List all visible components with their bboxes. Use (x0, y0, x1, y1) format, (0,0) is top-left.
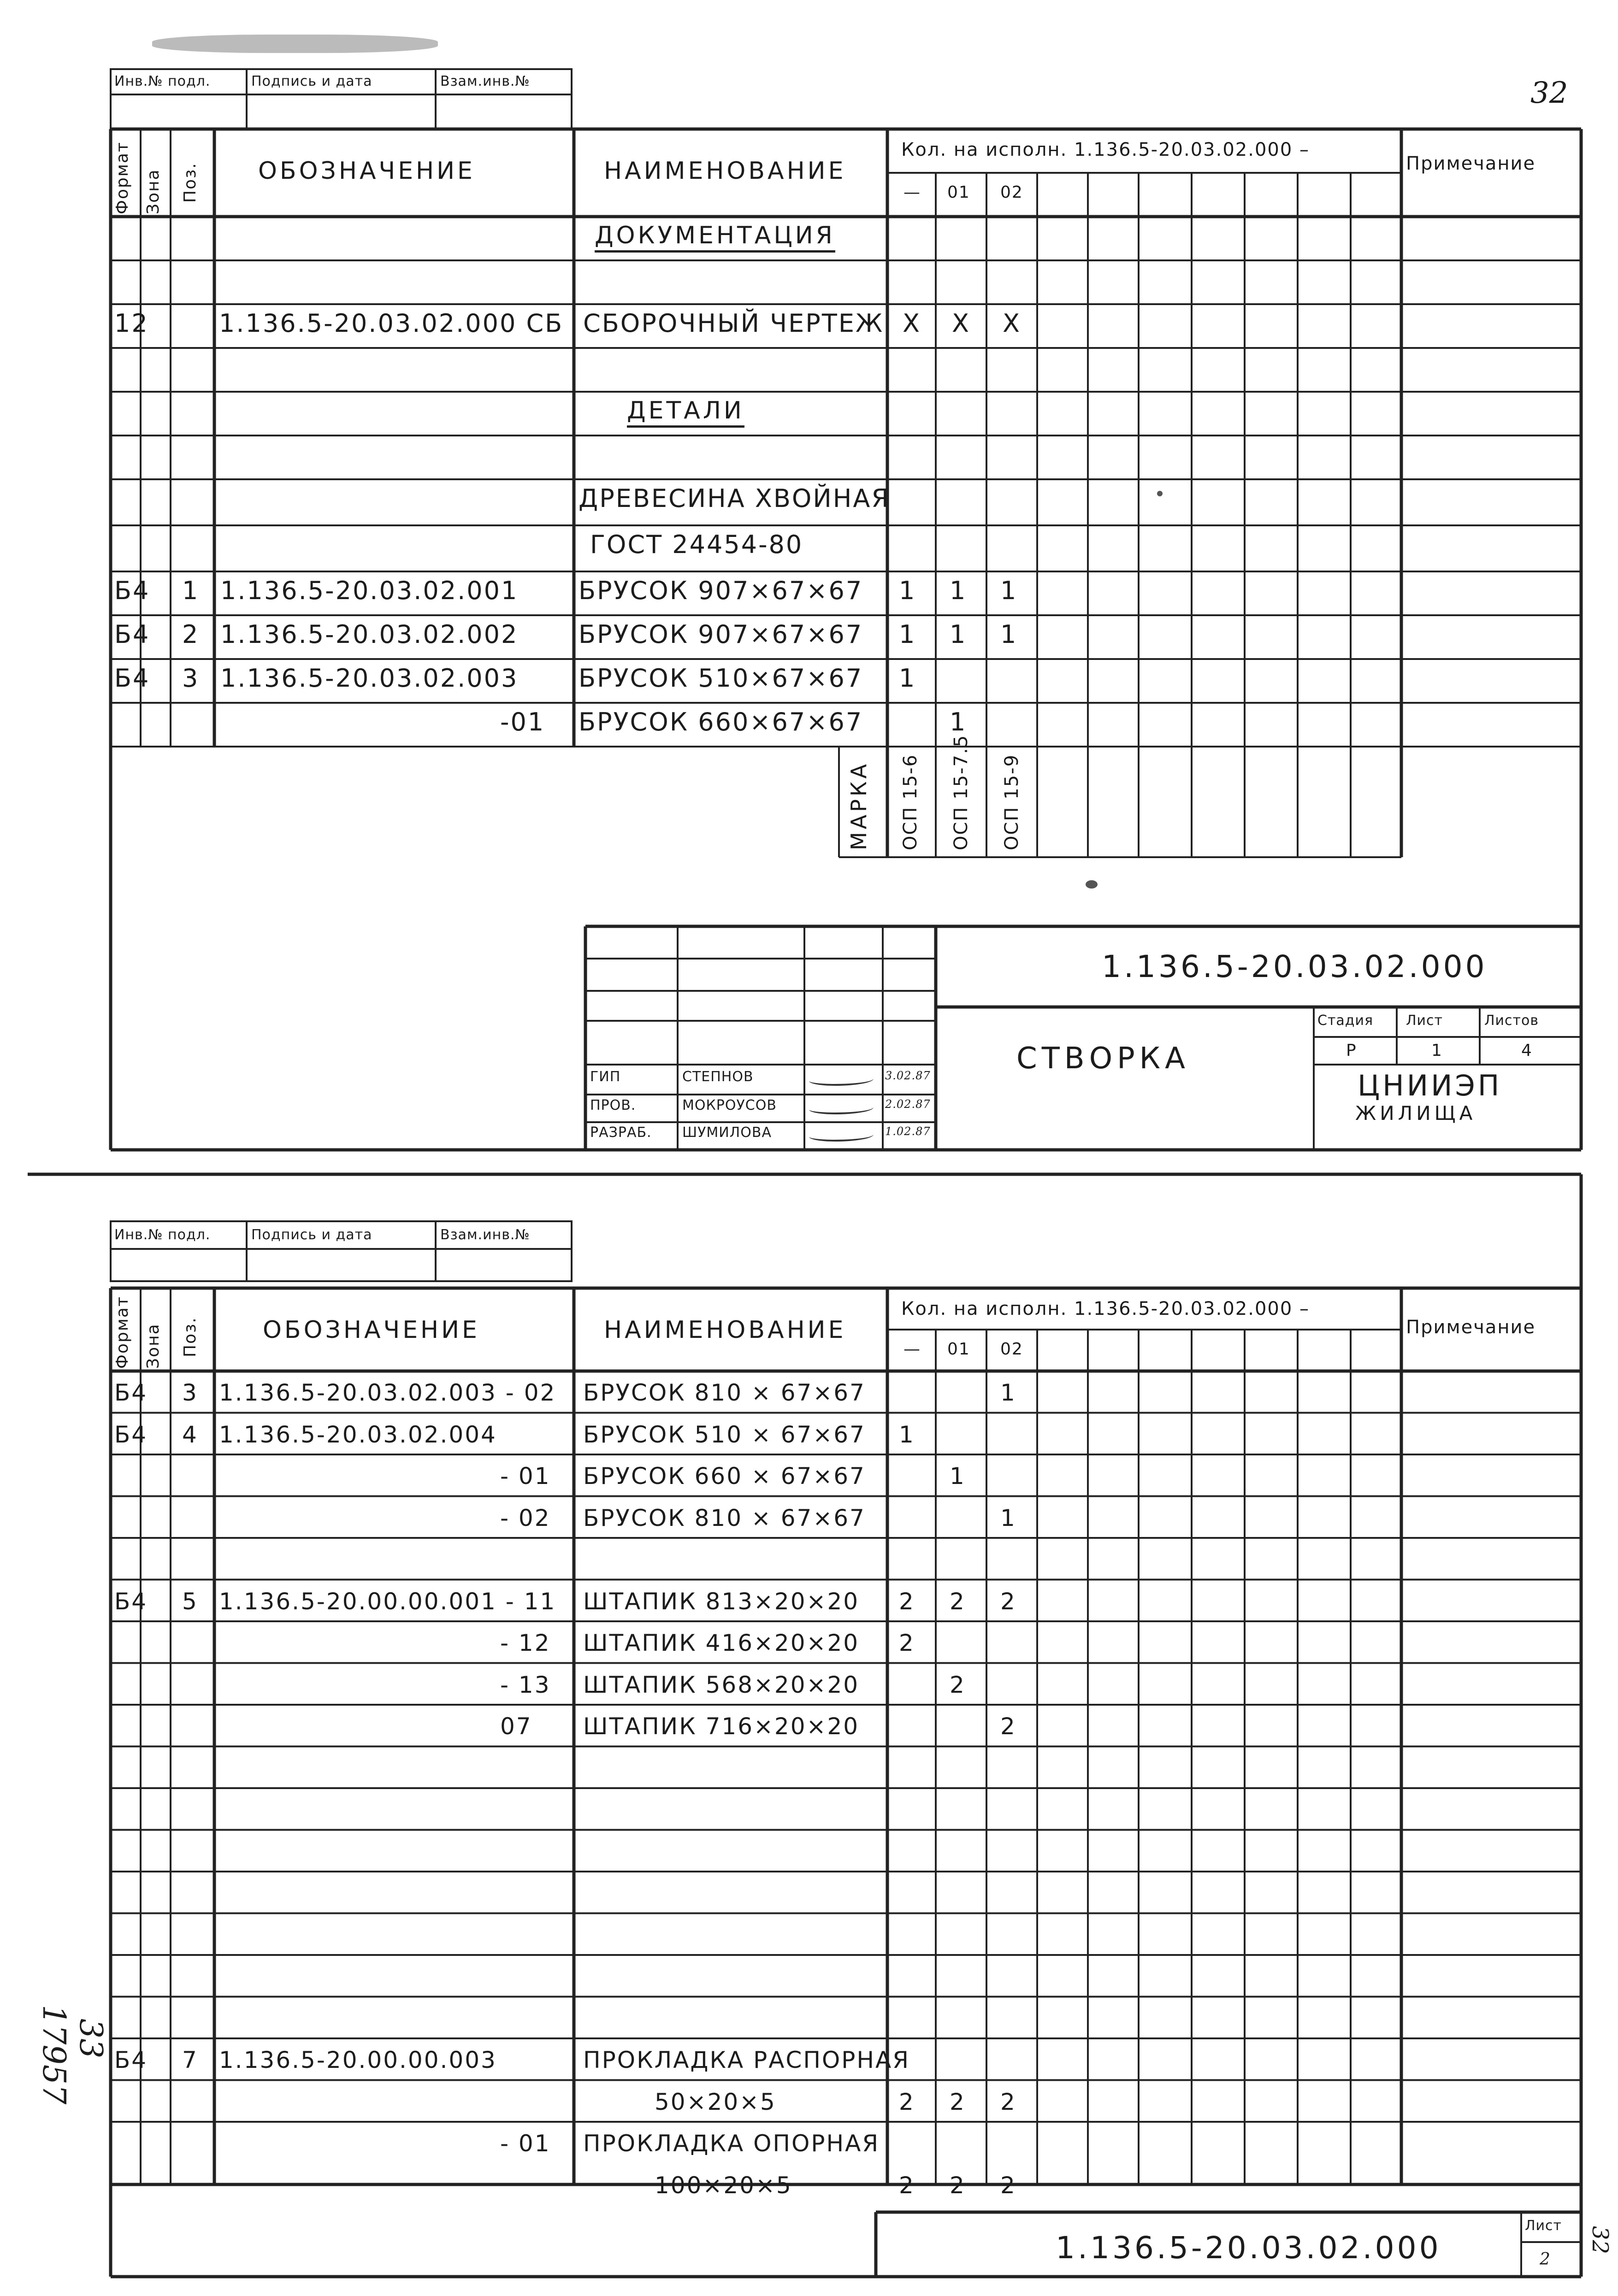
doc-qty-base: X (903, 309, 921, 338)
title-name: СТВОРКА (1016, 1042, 1190, 1076)
row-qty-02: 1 (1000, 576, 1018, 605)
doc-name: СБОРОЧНЫЙ ЧЕРТЕЖ (583, 309, 884, 338)
side-number-2: 33 (72, 2019, 109, 2059)
scan-speck (1157, 491, 1163, 496)
row-poz: 2 (182, 620, 200, 649)
row-format: Б4 (114, 1379, 148, 1406)
lower-header-primechanie: Примечание (1406, 1317, 1536, 1338)
row-designation: 1.136.5-20.03.02.003 (220, 664, 519, 693)
staff-date: 1.02.87 (885, 1125, 931, 1138)
header-kol: Кол. на исполн. 1.136.5-20.03.02.000 – (901, 139, 1310, 160)
staff-name: МОКРОУСОВ (682, 1097, 777, 1113)
staff-role: ГИП (590, 1069, 621, 1085)
header-col-01: 01 (947, 183, 970, 202)
footer-list-label: Лист (1525, 2218, 1562, 2234)
row-format: Б4 (114, 1588, 148, 1615)
row-qty-02: 2 (1000, 2172, 1016, 2199)
row-name: БРУСОК 510×67×67 (579, 664, 863, 693)
row-format: Б4 (114, 576, 150, 605)
row-name: БРУСОК 810 × 67×67 (583, 1504, 866, 1531)
row-name: ШТАПИК 416×20×20 (583, 1630, 860, 1656)
header-poz: Поз. (181, 162, 200, 203)
row-designation: - 13 (500, 1671, 551, 1698)
lower-margin-podpis-data: Подпись и дата (251, 1227, 372, 1243)
row-poz: 5 (182, 1588, 198, 1615)
row-qty-base: 1 (899, 576, 916, 605)
lower-header-zona: Зона (144, 1323, 163, 1369)
row-name: 100×20×5 (655, 2172, 792, 2199)
row-designation: 1.136.5-20.03.02.001 (220, 576, 519, 605)
listov-value: 4 (1521, 1041, 1533, 1060)
staff-name: ШУМИЛОВА (682, 1124, 772, 1141)
row-qty-01: 2 (950, 1588, 966, 1615)
row-name: БРУСОК 660×67×67 (579, 707, 863, 736)
lower-header-col-01: 01 (947, 1340, 970, 1359)
row-qty-01: 1 (950, 576, 967, 605)
row-qty-02: 1 (1000, 1504, 1016, 1531)
lower-header-col-base: — (903, 1340, 921, 1359)
row-qty-base: 1 (899, 1421, 915, 1448)
row-format: Б4 (114, 1421, 148, 1448)
staff-role: ПРОВ. (590, 1097, 636, 1113)
row-designation: 1.136.5-20.03.02.002 (220, 620, 519, 649)
row-poz: 3 (182, 1379, 198, 1406)
section-parts: ДЕТАЛИ (627, 399, 744, 428)
marka-value-base: ОСП 15-6 (900, 754, 921, 850)
row-designation: 1.136.5-20.03.02.004 (219, 1421, 497, 1448)
row-name: 50×20×5 (655, 2088, 776, 2115)
lower-header-naimenovanie: НАИМЕНОВАНИЕ (604, 1316, 846, 1344)
staff-date: 3.02.87 (885, 1069, 931, 1082)
row-qty-01: 2 (950, 1671, 966, 1698)
row-qty-02: 1 (1000, 1379, 1016, 1406)
title-code: 1.136.5-20.03.02.000 (1102, 949, 1488, 984)
doc-format: 12 (114, 309, 149, 338)
row-qty-02: 1 (1000, 620, 1018, 649)
marka-value-01: ОСП 15-7.5 (951, 734, 972, 850)
doc-qty-01: X (952, 309, 970, 338)
header-col-base: — (903, 183, 921, 202)
side-number-1: 17957 (35, 2005, 72, 2105)
stadia-value: Р (1346, 1041, 1357, 1060)
row-qty-02: 2 (1000, 1713, 1016, 1740)
stadia-label: Стадия (1317, 1013, 1374, 1029)
row-name: ШТАПИК 813×20×20 (583, 1588, 860, 1615)
row-name: ШТАПИК 716×20×20 (583, 1713, 860, 1740)
lower-header-kol: Кол. на исполн. 1.136.5-20.03.02.000 – (901, 1298, 1310, 1319)
lower-header-col-02: 02 (1000, 1340, 1023, 1359)
margin-podpis-data: Подпись и дата (251, 73, 372, 89)
org-line-2: ЖИЛИЩА (1355, 1102, 1476, 1124)
margin-vzam-inv: Взам.инв.№ (440, 73, 530, 89)
row-qty-02: 2 (1000, 2088, 1016, 2115)
row-designation: - 12 (500, 1630, 551, 1656)
row-poz: 1 (182, 576, 200, 605)
row-name: БРУСОК 907×67×67 (579, 576, 863, 605)
row-qty-01: 1 (950, 1463, 966, 1489)
row-qty-base: 2 (899, 1588, 915, 1615)
row-qty-01: 1 (950, 707, 967, 736)
header-col-02: 02 (1000, 183, 1023, 202)
lower-header-poz: Поз. (181, 1317, 200, 1357)
row-name: БРУСОК 510 × 67×67 (583, 1421, 866, 1448)
header-format: Формат (113, 141, 132, 214)
lower-margin-vzam-inv: Взам.инв.№ (440, 1227, 530, 1243)
row-designation: - 01 (500, 1463, 551, 1489)
row-qty-01: 2 (950, 2172, 966, 2199)
row-format: Б4 (114, 620, 150, 649)
row-poz: 7 (182, 2047, 198, 2073)
staff-role: РАЗРАБ. (590, 1124, 652, 1141)
margin-inv-podl: Инв.№ подл. (114, 73, 211, 89)
marka-value-02: ОСП 15-9 (1001, 754, 1022, 850)
row-poz: 4 (182, 1421, 198, 1448)
row-designation: 07 (500, 1713, 532, 1740)
row-format: Б4 (114, 2047, 148, 2073)
row-designation: 1.136.5-20.03.02.003 - 02 (219, 1379, 556, 1406)
row-qty-01: 2 (950, 2088, 966, 2115)
list-label: Лист (1406, 1013, 1443, 1029)
row-designation: -01 (500, 707, 545, 736)
footer-list-value: 2 (1540, 2250, 1551, 2269)
row-name: ПРОКЛАДКА РАСПОРНАЯ (583, 2047, 910, 2073)
row-designation: - 02 (500, 1504, 551, 1531)
row-designation: 1.136.5-20.00.00.001 - 11 (219, 1588, 556, 1615)
list-value: 1 (1431, 1041, 1443, 1060)
scan-smudge (152, 35, 438, 53)
page-number: 32 (1530, 76, 1568, 110)
marka-label: МАРКА (846, 761, 871, 850)
header-primechanie: Примечание (1406, 153, 1536, 174)
listov-label: Листов (1484, 1013, 1539, 1029)
row-qty-base: 1 (899, 664, 916, 693)
row-name: БРУСОК 907×67×67 (579, 620, 863, 649)
row-name: БРУСОК 810 × 67×67 (583, 1379, 866, 1406)
section-documentation: ДОКУМЕНТАЦИЯ (595, 224, 835, 253)
staff-date: 2.02.87 (885, 1098, 931, 1111)
row-qty-base: 2 (899, 2088, 915, 2115)
doc-qty-02: X (1003, 309, 1021, 338)
row-designation: - 01 (500, 2130, 551, 2157)
row-format: Б4 (114, 664, 150, 693)
row-qty-base: 2 (899, 2172, 915, 2199)
header-oboznachenie: ОБОЗНАЧЕНИЕ (258, 157, 475, 185)
row-name: ПРОКЛАДКА ОПОРНАЯ (583, 2130, 880, 2157)
header-naimenovanie: НАИМЕНОВАНИЕ (604, 157, 846, 185)
lower-header-format: Формат (113, 1295, 132, 1369)
row-poz: 3 (182, 664, 200, 693)
row-name: БРУСОК 660 × 67×67 (583, 1463, 866, 1489)
row-qty-01: 1 (950, 620, 967, 649)
material-line-1: ДРЕВЕСИНА ХВОЙНАЯ (579, 484, 890, 513)
footer-code: 1.136.5-20.03.02.000 (1056, 2230, 1441, 2266)
row-designation: 1.136.5-20.00.00.003 (219, 2047, 497, 2073)
org-line-1: ЦНИИЭП (1358, 1069, 1502, 1102)
edge-page-number: 32 (1587, 2226, 1613, 2255)
material-line-2: ГОСТ 24454-80 (590, 530, 803, 559)
header-zona: Зона (144, 169, 163, 214)
row-qty-02: 2 (1000, 1588, 1016, 1615)
row-qty-base: 2 (899, 1630, 915, 1656)
row-qty-base: 1 (899, 620, 916, 649)
scan-speck (1086, 880, 1098, 889)
lower-header-oboznachenie: ОБОЗНАЧЕНИЕ (263, 1316, 480, 1344)
doc-designation: 1.136.5-20.03.02.000 СБ (219, 309, 564, 338)
lower-margin-inv-podl: Инв.№ подл. (114, 1227, 211, 1243)
row-name: ШТАПИК 568×20×20 (583, 1671, 860, 1698)
staff-name: СТЕПНОВ (682, 1069, 754, 1085)
